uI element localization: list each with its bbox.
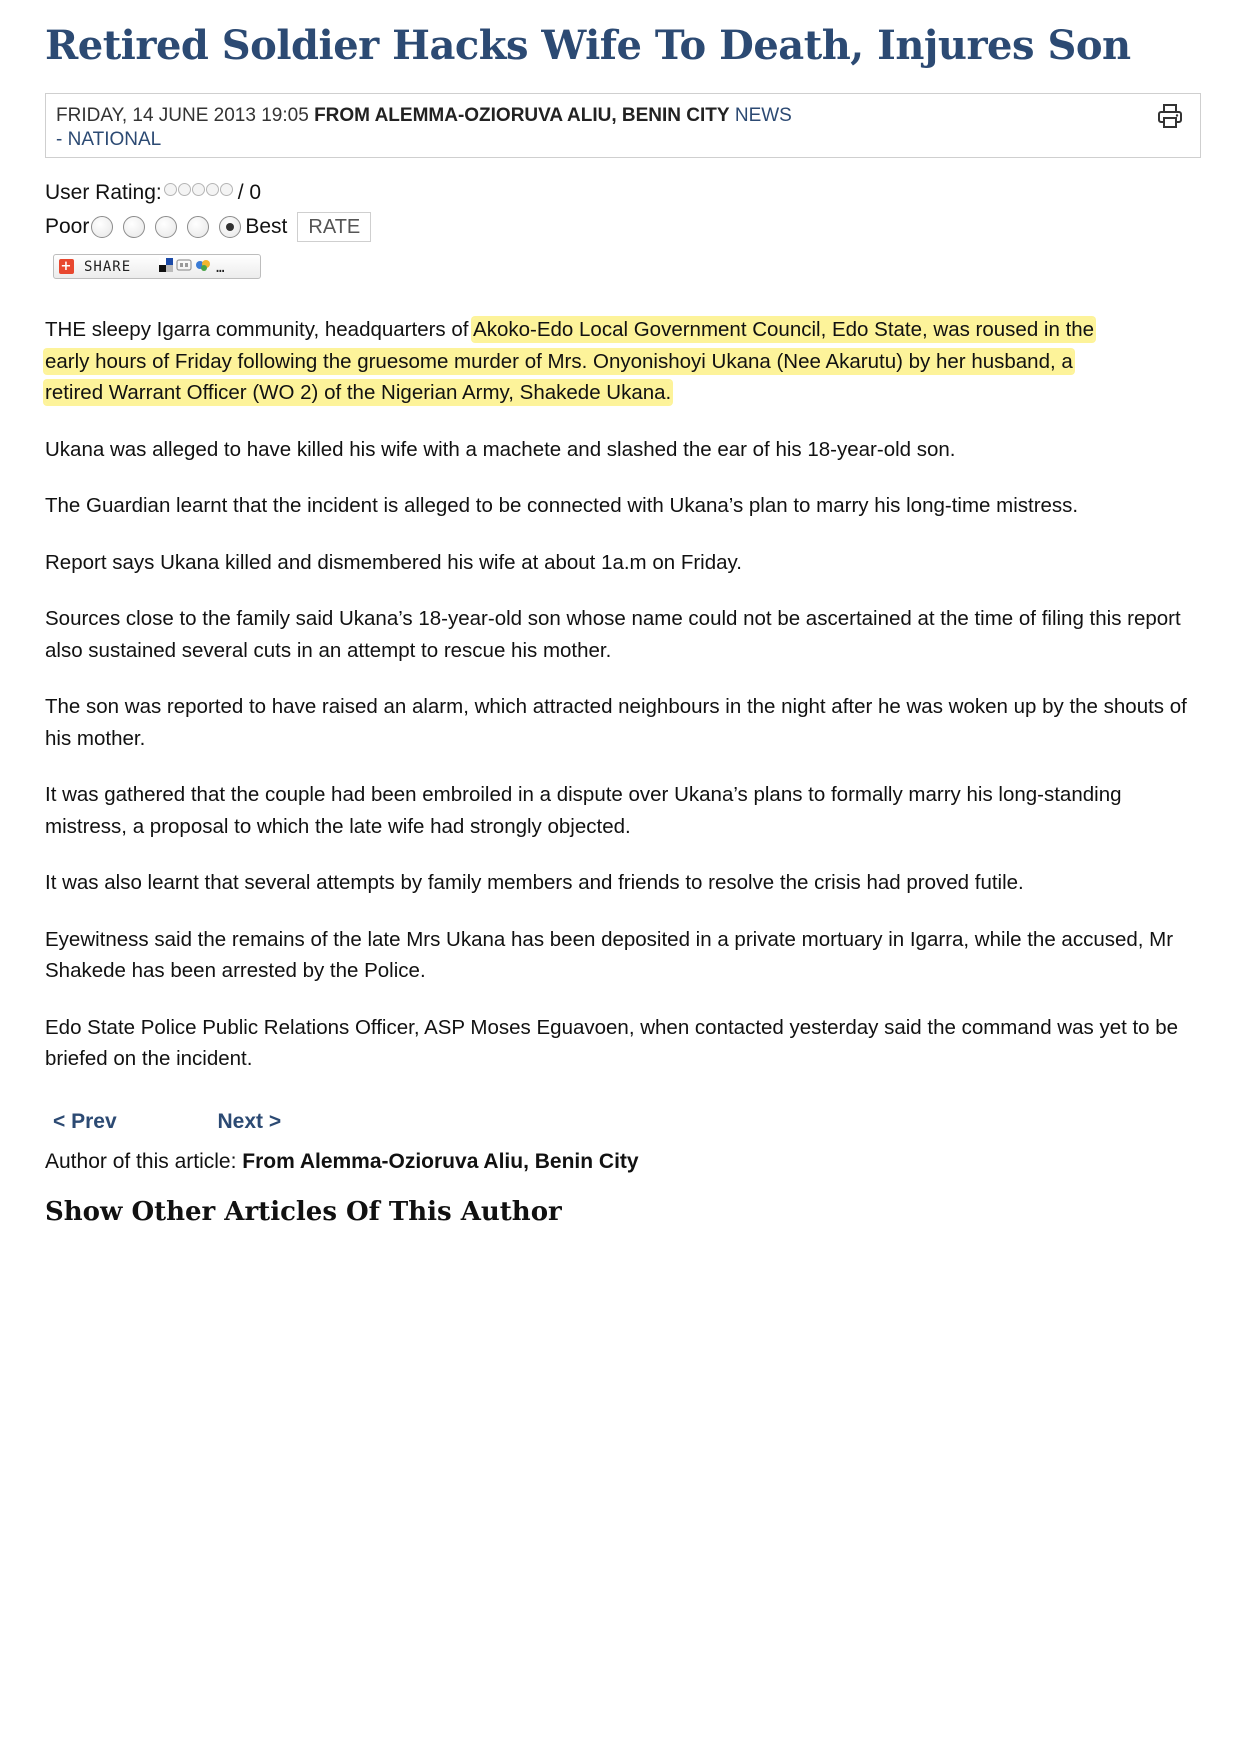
category-line2: - NATIONAL (56, 129, 162, 150)
share-label: SHARE (84, 258, 132, 275)
share-service-icons (159, 258, 225, 276)
star-icon (192, 183, 205, 196)
delicious-icon (159, 258, 173, 276)
star-icon (220, 183, 233, 196)
paragraph: It was also learnt that several attempts by family members and friends to resolve the crisis had proved futile. (45, 871, 1024, 894)
article-date: FRIDAY, 14 JUNE 2013 19:05 (56, 105, 309, 126)
paragraph: It was gathered that the couple had been embroiled in a dispute over Ukana’s plans to formally marry his long-standing mistress, a proposal to which the late wife had strongly objected. (45, 783, 1122, 838)
vote-row (45, 212, 371, 242)
paragraph: The Guardian learnt that the incident is alleged to be connected with Ukana’s plan to marry his long-time mistress. (45, 494, 1079, 517)
prev-link[interactable]: < Prev (53, 1110, 117, 1133)
paragraph: Report says Ukana killed and dismembered his wife at about 1a.m on Friday. (45, 550, 742, 574)
article-nav (53, 1110, 281, 1134)
vote-radio-5[interactable] (219, 216, 241, 238)
category-line1: NEWS (734, 105, 792, 126)
vote-radio-1[interactable] (91, 216, 113, 238)
vote-radio-4[interactable] (187, 216, 209, 238)
paragraph: Sources close to the family said Ukana’s 18-year-old son whose name could not be ascertained at the time of filing this report also sustained several cuts in an attempt to rescue his mother. (45, 607, 1181, 662)
star-icon (206, 183, 219, 196)
poor-label: Poor (45, 215, 90, 238)
highlighted-text: retired Warrant Officer (WO 2) of the Nigerian Army, Shakede Ukana. (45, 381, 672, 404)
star-icon (178, 183, 191, 196)
author-name: From Alemma-Ozioruva Aliu, Benin City (242, 1150, 639, 1173)
share-button[interactable] (53, 254, 261, 279)
vote-radio-2[interactable] (123, 216, 145, 238)
best-label: Best (245, 215, 288, 238)
highlighted-text: Akoko-Edo Local Government Council, Edo State, was roused in the (473, 318, 1095, 341)
next-link[interactable]: Next > (217, 1110, 282, 1133)
article-body (45, 314, 1205, 1100)
other-articles-link[interactable]: Show Other Articles Of This Author (45, 1197, 562, 1227)
paragraph-text: THE sleepy Igarra community, headquarters of (45, 318, 474, 341)
google-icon (195, 258, 213, 276)
paragraph: Eyewitness said the remains of the late Mrs Ukana has been deposited in a private mortuary in Igarra, while the accused, Mr Shakede has been arrested by the Police. (45, 927, 1174, 982)
paragraph (45, 314, 1205, 409)
paragraph: Edo State Police Public Relations Officer, ASP Moses Eguavoen, when contacted yesterday said the command was yet to be briefed on the incident. (45, 1015, 1179, 1070)
star-icon (164, 183, 177, 196)
digg-icon (176, 258, 192, 276)
author-line (45, 1150, 639, 1174)
rate-button[interactable]: RATE (297, 212, 371, 242)
paragraph: Ukana was alleged to have killed his wife with a machete and slashed the ear of his 18-year-old son. (45, 437, 956, 461)
user-rating (45, 180, 261, 206)
rating-stars (164, 183, 234, 196)
vote-radio-3[interactable] (155, 216, 177, 238)
print-icon[interactable] (1156, 102, 1184, 130)
share-plus-icon: + (60, 259, 73, 274)
author-label: Author of this article: (45, 1150, 243, 1173)
highlighted-text: early hours of Friday following the gruesome murder of Mrs. Onyonishoyi Ukana (Nee Akarutu) by her husband, a (45, 349, 1073, 373)
share-more-icon: … (216, 259, 226, 276)
paragraph: The son was reported to have raised an alarm, which attracted neighbours in the night after he was woken up by the shouts of his mother. (45, 695, 1187, 750)
user-rating-label: User Rating: (45, 181, 162, 204)
user-rating-score: / 0 (237, 181, 262, 204)
article-byline: FROM ALEMMA-OZIORUVA ALIU, BENIN CITY (314, 105, 730, 126)
article-title: Retired Soldier Hacks Wife To Death, Injures Son (45, 22, 1131, 69)
article-meta (45, 93, 1201, 158)
